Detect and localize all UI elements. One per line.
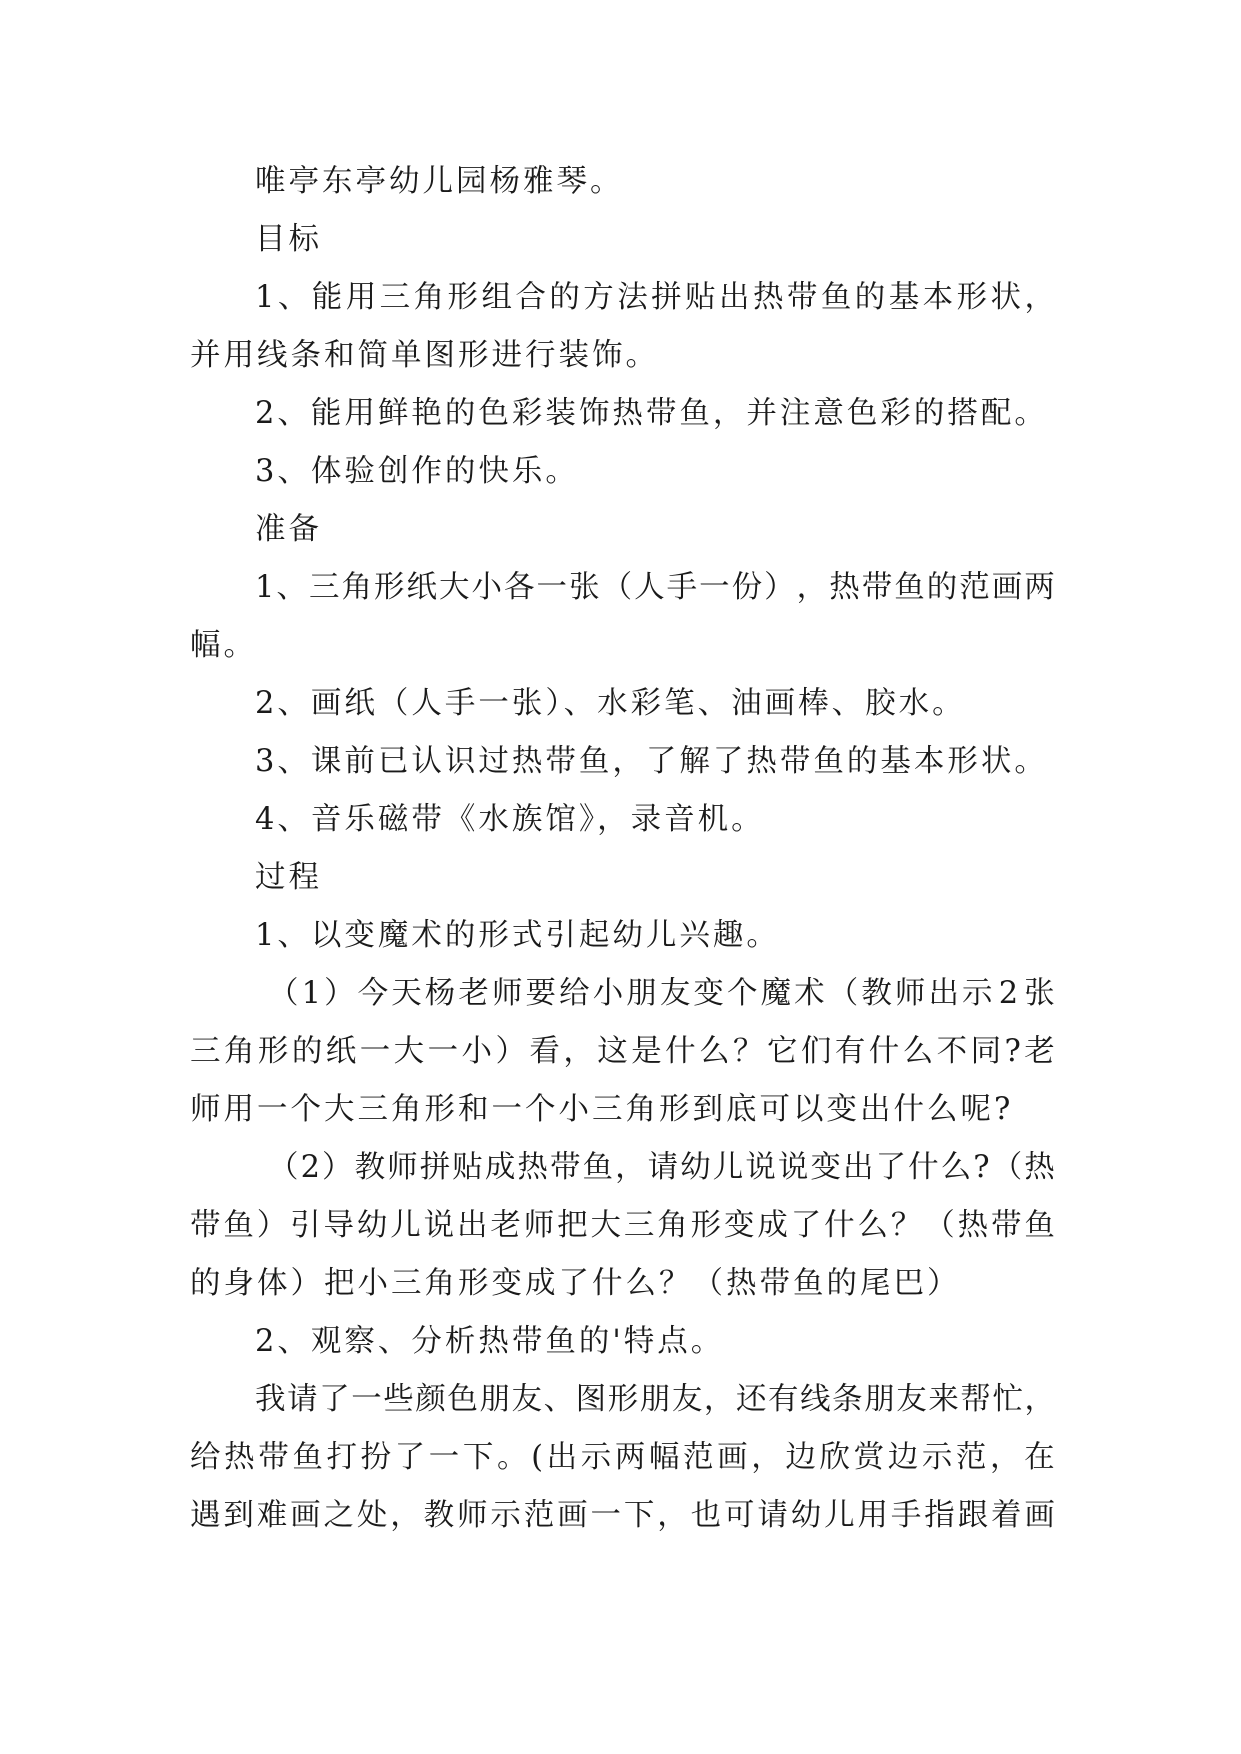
- text-line: 幅。: [190, 628, 257, 663]
- text-line: （ 2 ） 教 师 拼 贴 成 热 带 鱼 ， 请 幼 儿 说 说 变 出 了 什 么 ? （ 热: [268, 1150, 1055, 1185]
- text-line: 4、音乐磁带《水族馆》，录音机。: [255, 802, 765, 837]
- text-line: 三 角 形 的 纸 一 大 一 小 ） 看 ， 这 是 什 么 ？ 它 们 有 什 么 不 同 ? 老: [190, 1034, 1055, 1069]
- section-heading: 目标: [255, 222, 322, 257]
- text-line: 我 请 了 一 些 颜 色 朋 友 、 图 形 朋 友 ， 还 有 线 条 朋 友 来 帮 忙 ，: [255, 1382, 1055, 1417]
- text-line: （ 1 ） 今 天 杨 老 师 要 给 小 朋 友 变 个 魔 术 （ 教 师 出 示 2 张: [268, 976, 1055, 1011]
- text-line: 遇 到 难 画 之 处 ， 教 师 示 范 画 一 下 ， 也 可 请 幼 儿 用 手 指 跟 着 画: [190, 1498, 1055, 1533]
- text-line: 并用线条和简单图形进行装饰。: [190, 338, 659, 373]
- text-line: 3、体验创作的快乐。: [255, 454, 579, 489]
- text-line: 1 、 能 用 三 角 形 组 合 的 方 法 拼 贴 出 热 带 鱼 的 基 本 形 状 ，: [255, 280, 1055, 315]
- text-line: 给 热 带 鱼 打 扮 了 一 下 。 ( 出 示 两 幅 范 画 ， 边 欣 赏 边 示 范 ， 在: [190, 1440, 1055, 1475]
- section-heading: 准备: [255, 512, 322, 547]
- text-line: 唯亭东亭幼儿园杨雅琴。: [255, 164, 624, 199]
- text-line: 的身体）把小三角形变成了什么？（热带鱼的尾巴）: [190, 1266, 961, 1301]
- text-line: 1、以变魔术的形式引起幼儿兴趣。: [255, 918, 780, 953]
- section-heading: 过程: [255, 860, 322, 895]
- text-line: 2、观察、分析热带鱼的'特点。: [255, 1324, 725, 1359]
- text-line: 3、课前已认识过热带鱼，了解了热带鱼的基本形状。: [255, 744, 1048, 779]
- text-line: 2、画纸（人手一张）、水彩笔、油画棒、胶水。: [255, 686, 966, 721]
- text-line: 师用一个大三角形和一个小三角形到底可以变出什么呢?: [190, 1092, 1014, 1127]
- text-line: 带 鱼 ） 引 导 幼 儿 说 出 老 师 把 大 三 角 形 变 成 了 什 么 ？ （ 热 带 鱼: [190, 1208, 1055, 1243]
- text-line: 2、能用鲜艳的色彩装饰热带鱼，并注意色彩的搭配。: [255, 396, 1048, 431]
- text-line: 1 、 三 角 形 纸 大 小 各 一 张 （ 人 手 一 份 ） ， 热 带 鱼 的 范 画 两: [255, 570, 1055, 605]
